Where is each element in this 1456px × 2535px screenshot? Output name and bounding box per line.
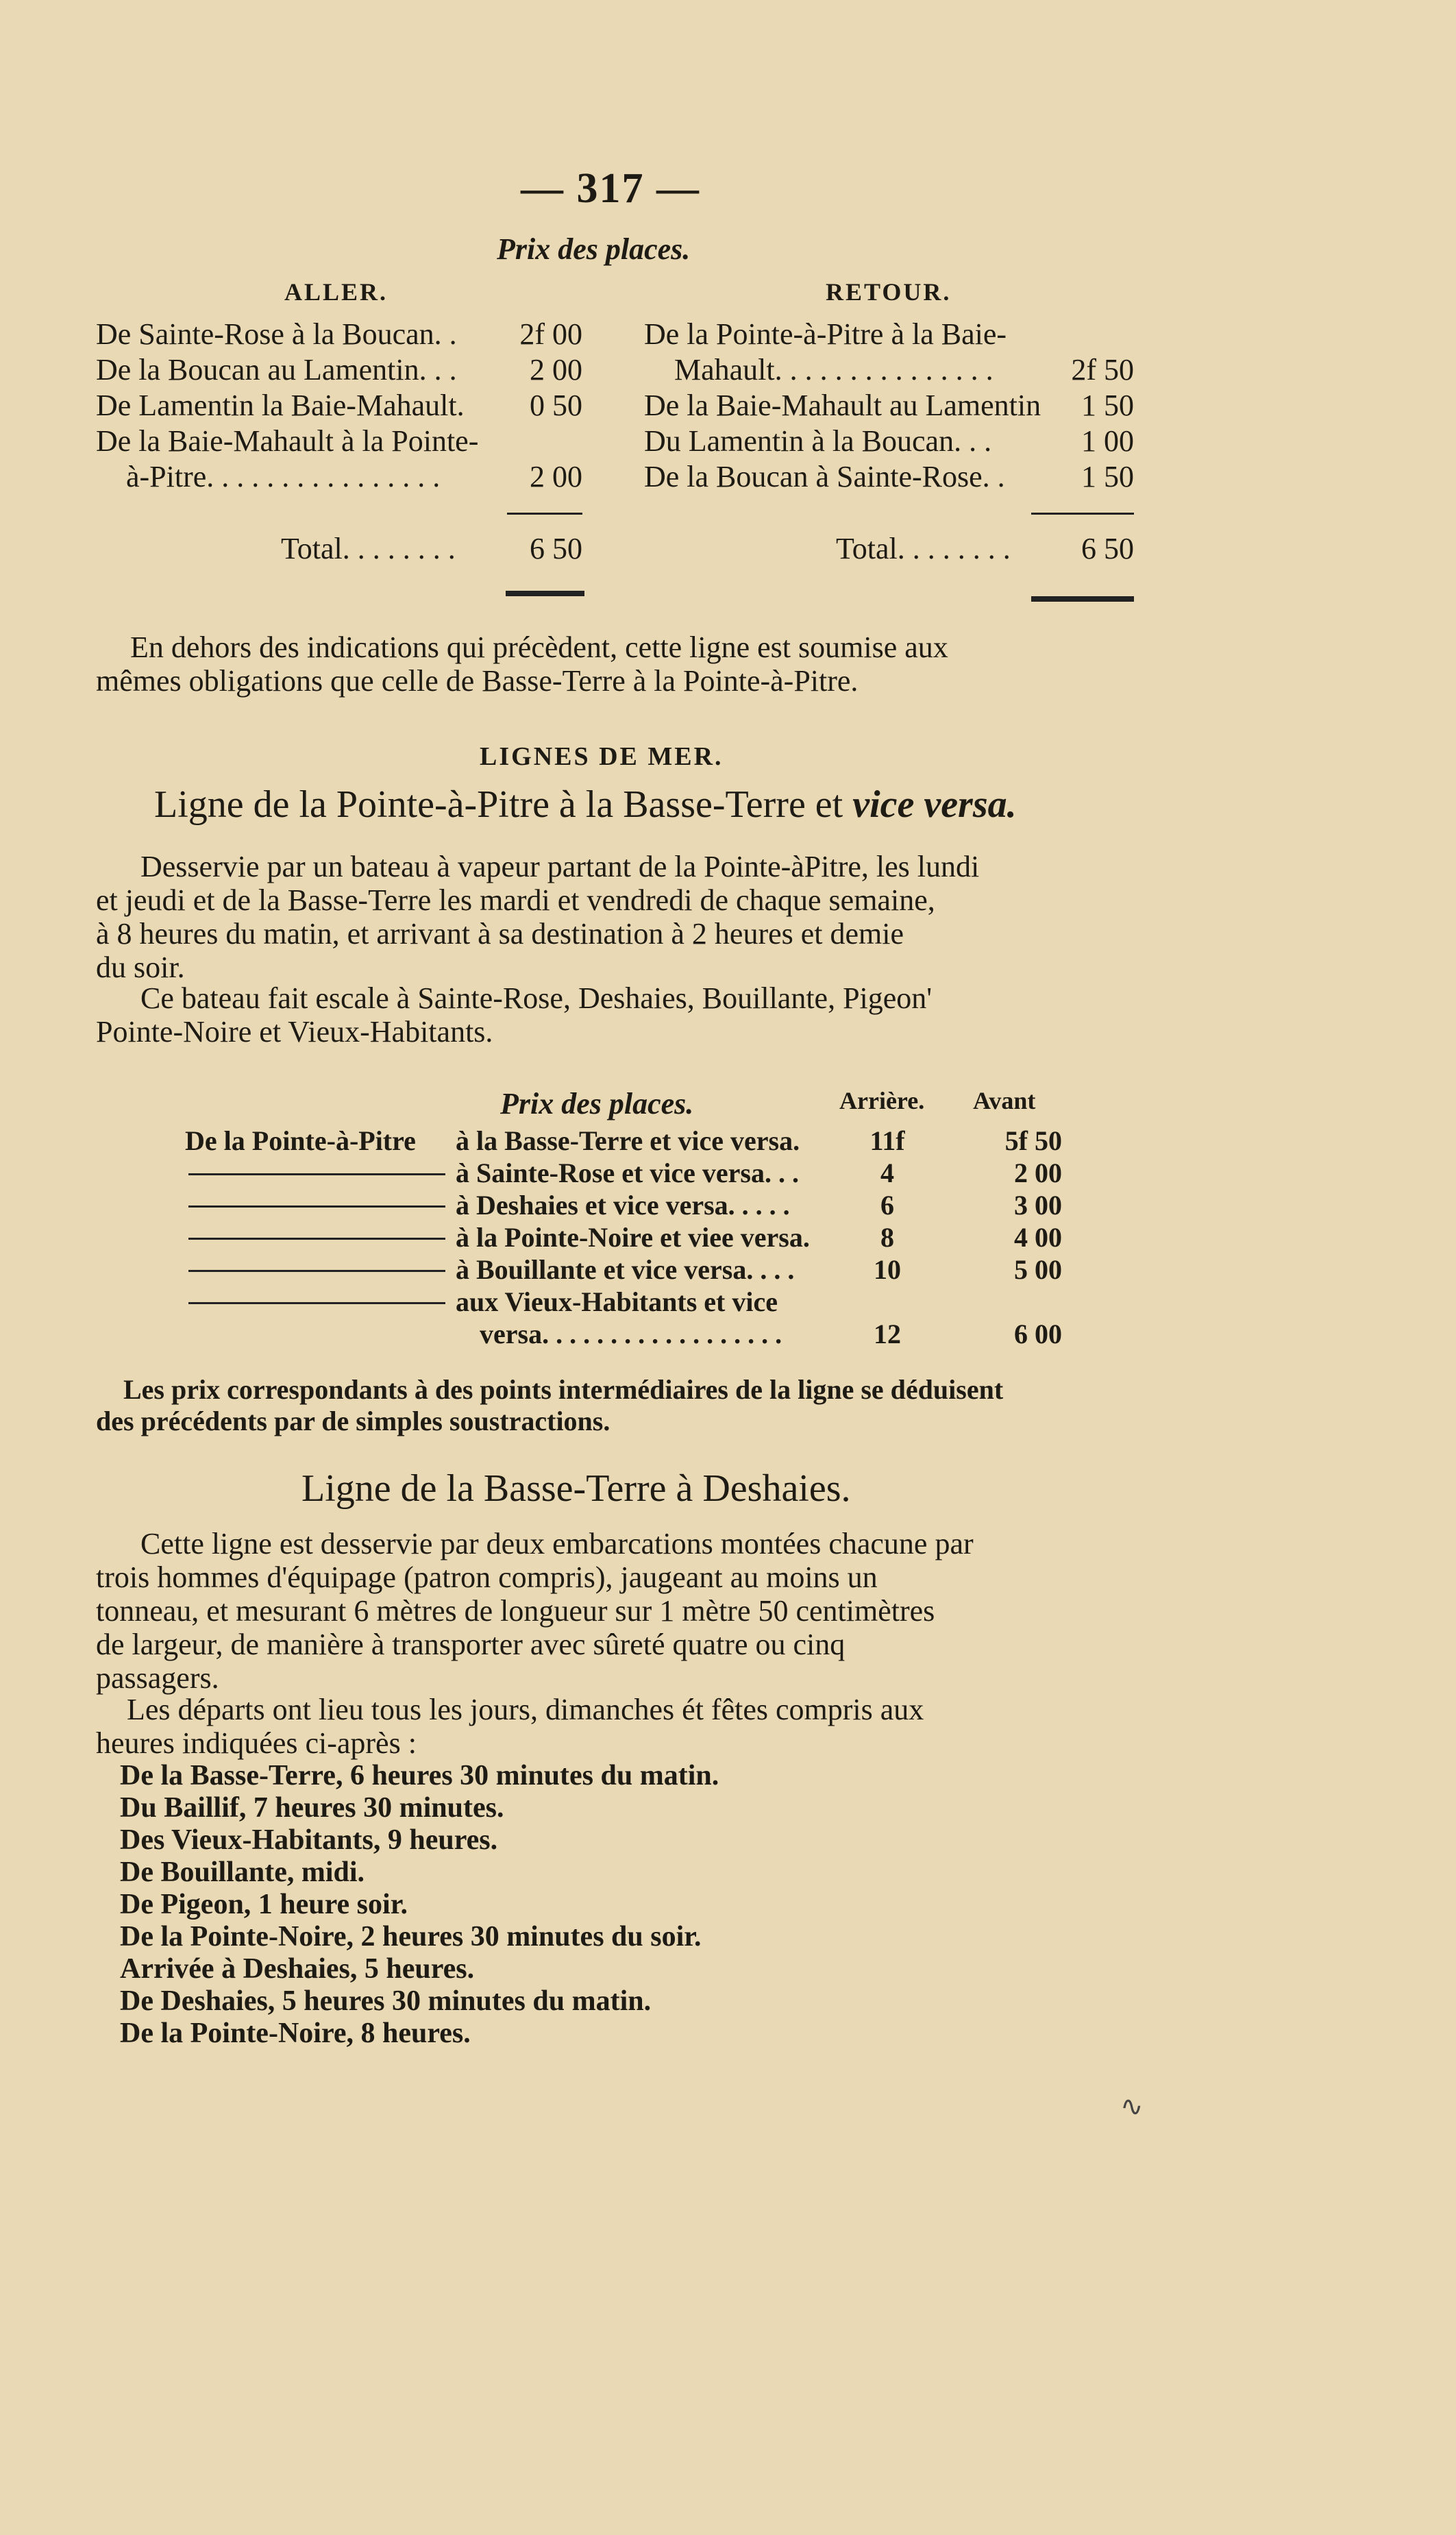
ditto-rule — [188, 1238, 445, 1240]
schedule-item: De la Pointe-Noire, 2 heures 30 minutes du soir. — [120, 1921, 702, 1952]
retour-row: De la Pointe-à-Pitre à la Baie- — [644, 317, 1007, 351]
paragraph-departs: Les départs ont lieu tous les jours, dimanches ét fêtes compris aux heures indiquées ci-après : — [96, 1693, 924, 1760]
ditto-rule — [188, 1173, 445, 1175]
retour-total: Total. . . . . . . . 6 50 — [836, 532, 1134, 565]
retour-table — [644, 317, 1134, 495]
schedule-item: De Bouillante, midi. — [120, 1857, 365, 1888]
aller-row: De Sainte-Rose à la Boucan. . 2f 00 — [96, 317, 582, 351]
schedule-list — [120, 1760, 719, 2050]
schedule-item: De Deshaies, 5 heures 30 minutes du matin. — [120, 1985, 652, 2017]
retour-row: Du Lamentin à la Boucan. . . 1 00 — [644, 424, 1134, 458]
paragraph-desservie: Desservie par un bateau à vapeur partant de la Pointe-àPitre, les lundi et jeudi et de la Basse-Terre les mardi et vendredi de chaque semaine, à 8 heures du matin, et arrivant à sa destination à 2 heures et demie du soir. — [96, 850, 980, 984]
retour-row: De la Baie-Mahault au Lamentin 1 50 — [644, 389, 1134, 422]
paragraph-obligations: En dehors des indications qui précèdent, cette ligne est soumise aux mêmes obligations que celle de Basse-Terre à la Pointe-à-Pitre. — [96, 630, 948, 698]
aller-table — [96, 317, 582, 495]
aller-row: De la Boucan au Lamentin. . . 2 00 — [96, 353, 582, 387]
schedule-item: Du Baillif, 7 heures 30 minutes. — [120, 1792, 504, 1824]
schedule-item: Arrivée à Deshaies, 5 heures. — [120, 1953, 475, 1985]
retour-header: RETOUR. — [826, 278, 952, 306]
retour-sum-rule — [1031, 513, 1134, 515]
section-lignes-de-mer: LIGNES DE MER. — [480, 742, 724, 771]
table-header: Prix des places. Arrière. Avant — [500, 1087, 1036, 1120]
aller-header: ALLER. — [284, 278, 388, 306]
schedule-item: Des Vieux-Habitants, 9 heures. — [120, 1824, 498, 1856]
heading-basse-terre-deshaies: Ligne de la Basse-Terre à Deshaies. — [301, 1467, 851, 1510]
aller-total-rule — [506, 591, 584, 596]
ditto-rule — [188, 1302, 445, 1304]
table-row: versa. . . . . . . . . . . . . . . . . . 12 6 00 — [480, 1319, 1062, 1349]
sea-fare-table — [185, 1086, 1062, 1350]
table-row: à Bouillante et vice versa. . . . 10 5 00 — [185, 1253, 1062, 1286]
ditto-rule — [188, 1205, 445, 1208]
note-intermediate-points: Les prix correspondants à des points intermédiaires de la ligne se déduisent des précédents par de simples soustractions. — [96, 1374, 1004, 1436]
schedule-item: De Pigeon, 1 heure soir. — [120, 1889, 408, 1920]
schedule-item: De la Basse-Terre, 6 heures 30 minutes du matin. — [120, 1760, 719, 1791]
table-row: à Deshaies et vice versa. . . . . 6 3 00 — [185, 1189, 1062, 1221]
heading-pointe-a-pitre-basse-terre: Ligne de la Pointe-à-Pitre à la Basse-Terre et vice versa. — [154, 783, 1017, 826]
table-row: De la Pointe-à-Pitre à la Basse-Terre et vice versa. 11f 5f 50 — [185, 1125, 1062, 1156]
aller-sum-rule — [507, 513, 582, 515]
paragraph-embarcations: Cette ligne est desservie par deux embarcations montées chacune par trois hommes d'équipage (patron compris), jaugeant au moins un tonneau, et mesurant 6 mètres de longueur sur 1 mètre 50 centimètres de largeur, de manière à transporter avec sûreté quatre ou cinq passagers. — [96, 1527, 974, 1695]
aller-total: Total. . . . . . . . 6 50 — [281, 532, 582, 565]
retour-row: Mahault. . . . . . . . . . . . . . . 2f 50 — [644, 353, 1134, 387]
retour-row: De la Boucan à Sainte-Rose. . 1 50 — [644, 460, 1134, 493]
aller-row: De Lamentin la Baie-Mahault. 0 50 — [96, 389, 582, 422]
retour-total-rule — [1031, 596, 1134, 602]
aller-row: à-Pitre. . . . . . . . . . . . . . . . 2 00 — [96, 460, 582, 493]
page-number: — 317 — — [521, 165, 700, 212]
schedule-item: De la Pointe-Noire, 8 heures. — [120, 2018, 471, 2049]
ink-mark: ∿ — [1120, 2091, 1144, 2122]
table-row: aux Vieux-Habitants et vice — [185, 1286, 1062, 1318]
table-row: à la Pointe-Noire et viee versa. 8 4 00 — [185, 1221, 1062, 1253]
table-row: à Sainte-Rose et vice versa. . . 4 2 00 — [185, 1157, 1062, 1189]
ditto-rule — [188, 1270, 445, 1272]
paragraph-escale: Ce bateau fait escale à Sainte-Rose, Deshaies, Bouillante, Pigeon' Pointe-Noire et Vieux-Habitants. — [96, 981, 933, 1049]
aller-row: De la Baie-Mahault à la Pointe- — [96, 424, 479, 458]
fare-subtitle: Prix des places. — [497, 232, 691, 266]
